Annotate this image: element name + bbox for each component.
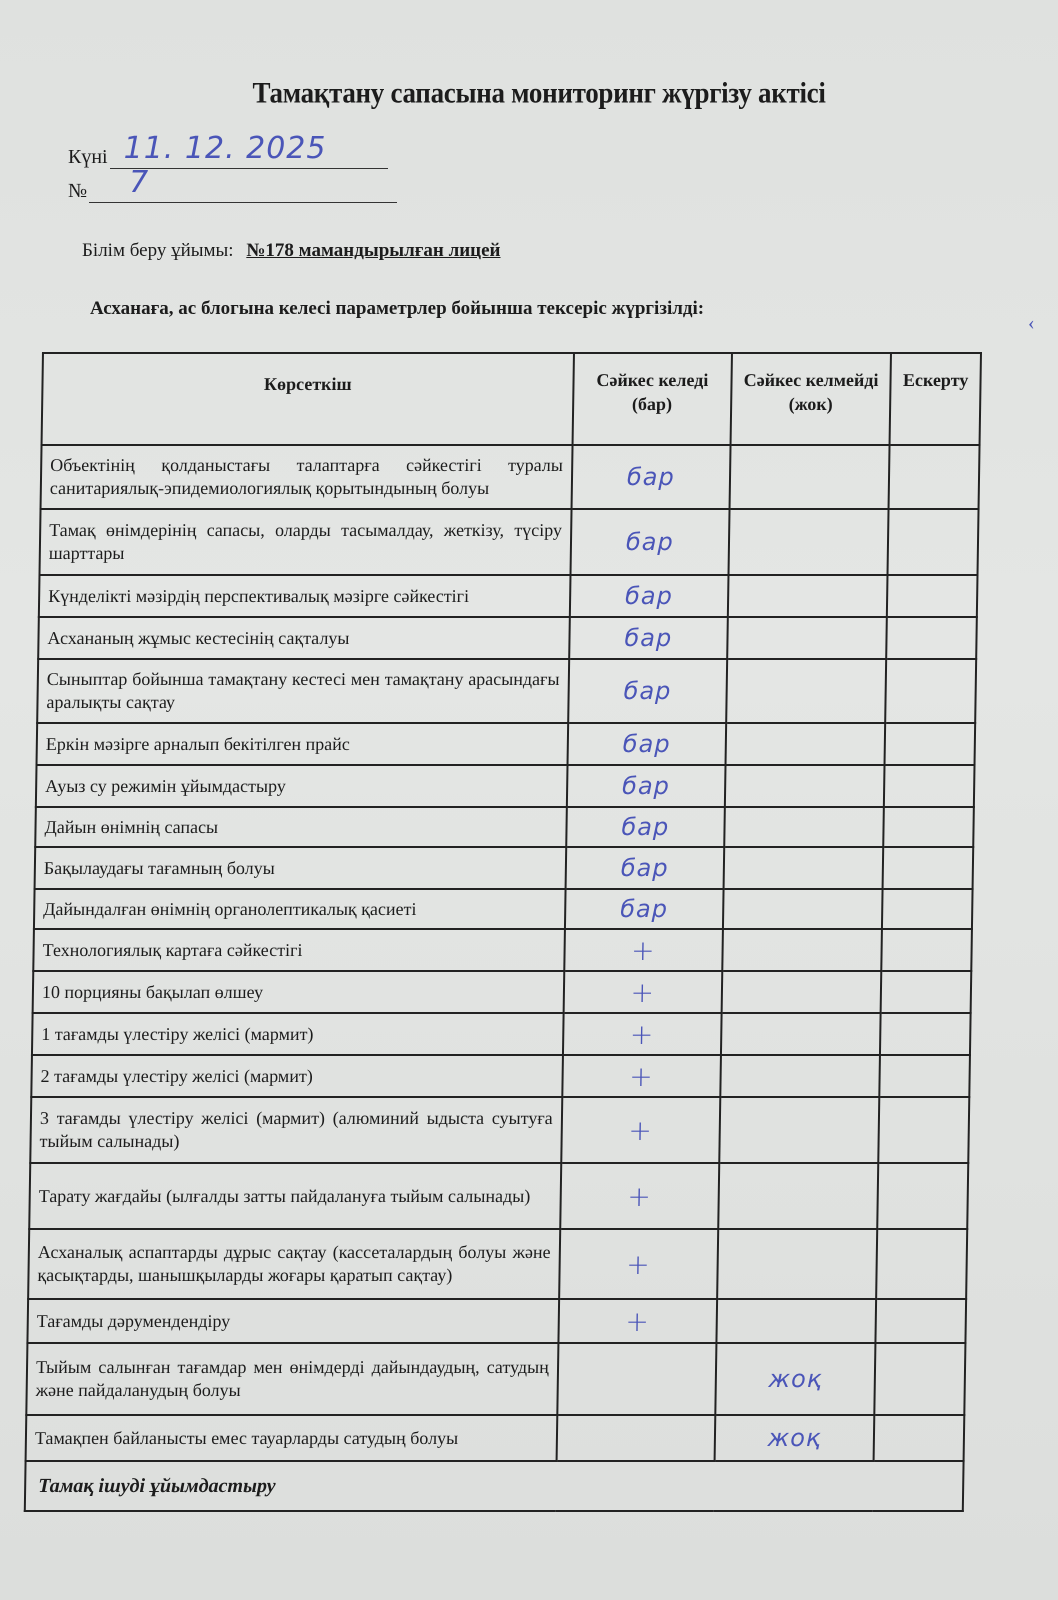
compliant-cell[interactable] [563,971,722,1013]
date-row [68,131,388,169]
note-cell[interactable] [889,445,980,509]
table-row [36,765,975,807]
handwritten-mark: бар [626,463,675,491]
document-title: Тамақтану сапасына мониторинг жүргізу актісі [252,76,826,110]
handwritten-mark: + [630,975,656,1009]
table-header-row [42,353,981,445]
note-cell[interactable] [876,1229,967,1299]
indicator-cell: Дайын өнімнің сапасы [35,807,566,847]
compliant-cell[interactable] [569,617,728,659]
indicator-cell: 1 тағамды үлестіру желісі (мармит) [32,1013,563,1055]
handwritten-mark: бар [624,582,674,610]
table-row [31,1055,970,1097]
note-cell[interactable] [880,1013,970,1055]
noncompliant-cell[interactable] [728,575,888,617]
compliant-cell[interactable] [564,929,723,971]
indicator-cell: Тағамды дәрумендендіру [27,1299,558,1343]
date-label: Күні [68,146,108,168]
compliant-cell[interactable] [559,1229,718,1299]
noncompliant-cell[interactable] [722,971,882,1013]
compliant-cell[interactable] [567,765,726,807]
noncompliant-cell[interactable] [719,1097,879,1163]
table-row [26,1415,965,1461]
indicator-cell: 3 тағамды үлестіру желісі (мармит) (алюминий ыдыста суытуға тыйым салынады) [30,1097,562,1163]
header-note: Ескерту [890,353,981,445]
note-cell[interactable] [877,1163,968,1229]
table-row [33,929,972,971]
margin-pen-mark: ‹ [1028,312,1035,334]
handwritten-mark: + [625,1304,651,1338]
note-cell[interactable] [883,807,973,847]
handwritten-mark: + [627,1179,653,1213]
table-row [37,723,976,765]
table-row [39,509,978,575]
compliant-cell[interactable] [570,509,729,575]
table-row [28,1229,967,1299]
note-cell[interactable] [887,575,977,617]
noncompliant-cell[interactable] [715,1415,875,1461]
noncompliant-cell[interactable] [725,723,885,765]
noncompliant-cell[interactable] [729,445,889,509]
section-row [25,1461,964,1511]
table-row [35,807,974,847]
compliant-cell[interactable] [556,1415,715,1461]
table-row [39,575,978,617]
handwritten-mark: + [628,1113,654,1147]
indicator-cell: Тарату жағдайы (ылғалды затты пайдалануға тыйым салынады) [29,1163,561,1229]
handwritten-mark: бар [624,624,673,652]
compliant-cell[interactable] [571,445,730,509]
note-cell[interactable] [885,659,976,723]
number-row [68,165,397,203]
compliant-cell[interactable] [563,1013,722,1055]
handwritten-mark: бар [623,677,672,705]
note-cell[interactable] [888,509,979,575]
compliant-cell[interactable] [560,1163,719,1229]
table-row [29,1163,968,1229]
date-value: 11. 12. 2025 [123,131,327,166]
indicator-cell: Сыныптар бойынша тамақтану кестесі мен тамақтану арасындағы аралықты сақтау [37,659,569,723]
indicator-cell: Асханалық аспаптарды дұрыс сақтау (кассеталардың болуы және қасықтарды, шанышқыларды жоғары қаратып сақтау) [28,1229,560,1299]
table-row [35,847,974,889]
table-row [41,445,980,509]
handwritten-mark: бар [625,528,674,556]
indicator-cell: Тамақ өнімдерінің сапасы, оларды тасымалдау, жеткізу, түсіру шарттары [39,509,571,575]
compliant-cell[interactable] [561,1097,720,1163]
header-indicator: Көрсеткіш [42,353,574,445]
compliant-cell[interactable] [568,659,727,723]
compliant-cell[interactable] [567,723,726,765]
note-cell[interactable] [881,971,971,1013]
noncompliant-cell[interactable] [724,807,884,847]
indicator-cell: Тамақпен байланысты емес тауарларды сатудың болуы [26,1415,557,1461]
number-field[interactable] [89,165,397,203]
number-value: 7 [129,165,150,200]
noncompliant-cell[interactable] [720,1055,880,1097]
organization-value: №178 мамандырылған лицей [246,240,501,261]
note-cell[interactable] [874,1343,965,1415]
noncompliant-cell[interactable] [721,1013,881,1055]
compliant-cell[interactable] [565,889,724,929]
note-cell[interactable] [879,1055,969,1097]
note-cell[interactable] [881,929,971,971]
indicator-cell: Ауыз су режимін ұйымдастыру [36,765,567,807]
noncompliant-cell[interactable] [717,1229,877,1299]
table-row [27,1299,966,1343]
note-cell[interactable] [883,847,973,889]
inspection-table [24,352,982,1512]
noncompliant-cell[interactable] [718,1163,878,1229]
note-cell[interactable] [874,1415,965,1461]
noncompliant-cell[interactable] [727,617,887,659]
handwritten-mark: + [629,1017,655,1051]
handwritten-mark: жоқ [768,1365,823,1393]
note-cell[interactable] [886,617,976,659]
date-field[interactable] [110,131,388,169]
header-compliant: Сәйкес келеді (бар) [572,353,732,445]
header-noncompliant: Сәйкес келмейді (жок) [730,353,891,445]
intro-text: Асханаға, ас блогына келесі параметрлер бойынша тексеріс жүргізілді: [90,298,705,319]
table-row [38,617,977,659]
compliant-cell[interactable] [570,575,729,617]
indicator-cell: Технологиялық картаға сәйкестігі [33,929,564,971]
indicator-cell: Тыйым салынған тағамдар мен өнімдерді дайындаудың, сатудың және пайдаланудың болуы [26,1343,558,1415]
section-title: Тамақ ішуді ұйымдастыру [25,1461,964,1511]
compliant-cell[interactable] [562,1055,721,1097]
noncompliant-cell[interactable] [715,1343,875,1415]
note-cell[interactable] [882,889,972,929]
table-row [33,971,972,1013]
indicator-cell: Күнделікті мәзірдің перспективалық мәзірге сәйкестігі [39,575,570,617]
handwritten-mark: бар [621,813,670,841]
handwritten-mark: жоқ [767,1424,822,1452]
noncompliant-cell[interactable] [725,765,885,807]
note-cell[interactable] [876,1299,967,1343]
indicator-cell: Объектінің қолданыстағы талаптарға сәйкестігі туралы санитариялық-эпидемиологиялық қорытындының болуы [41,445,573,509]
compliant-cell[interactable] [557,1343,716,1415]
indicator-cell: Дайындалған өнімнің органолептикалық қасиеті [34,889,565,929]
organization-line [82,240,501,262]
indicator-cell: Асхананың жұмыс кестесінің сақталуы [38,617,569,659]
noncompliant-cell[interactable] [722,929,882,971]
organization-label: Білім беру ұйымы: [82,240,234,261]
note-cell[interactable] [878,1097,969,1163]
note-cell[interactable] [885,723,975,765]
handwritten-mark: бар [621,772,671,800]
noncompliant-cell[interactable] [724,847,884,889]
indicator-cell: Еркін мәзірге арналып бекітілген прайс [37,723,568,765]
compliant-cell[interactable] [558,1299,717,1343]
noncompliant-cell[interactable] [716,1299,876,1343]
handwritten-mark: бар [619,895,669,923]
noncompliant-cell[interactable] [726,659,886,723]
handwritten-mark: бар [620,854,669,882]
handwritten-mark: + [626,1247,652,1281]
table-row [30,1097,969,1163]
handwritten-mark: бар [622,730,671,758]
indicator-cell: 2 тағамды үлестіру желісі (мармит) [31,1055,562,1097]
number-label: № [68,180,88,202]
table-row [34,889,973,929]
noncompliant-cell[interactable] [728,509,888,575]
note-cell[interactable] [884,765,974,807]
indicator-cell: 10 порцияны бақылап өлшеу [33,971,564,1013]
handwritten-mark: + [628,1059,654,1093]
compliant-cell[interactable] [565,847,724,889]
noncompliant-cell[interactable] [723,889,883,929]
indicator-cell: Бақылаудағы тағамның болуы [35,847,566,889]
table-row [26,1343,965,1415]
table-row [37,659,976,723]
handwritten-mark: + [630,933,656,967]
compliant-cell[interactable] [566,807,725,847]
table-row [32,1013,971,1055]
